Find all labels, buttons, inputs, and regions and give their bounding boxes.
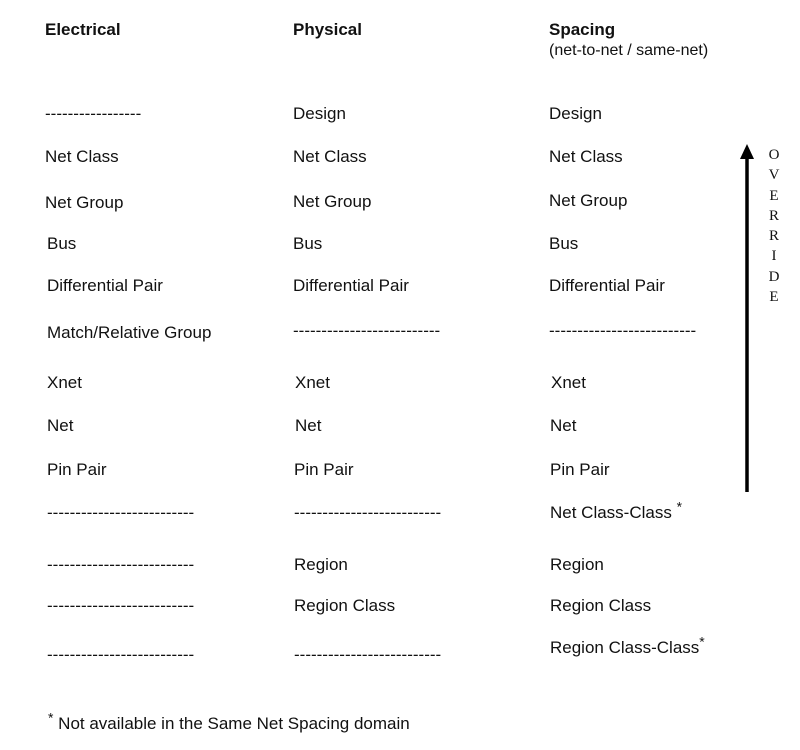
- row-2-spacing: Net Group: [549, 191, 628, 210]
- row-9-physical: --------------------------: [294, 503, 442, 522]
- row-9-spacing-label: Net Class-Class: [550, 503, 672, 522]
- row-12-electrical: --------------------------: [47, 645, 195, 664]
- row-12-physical: --------------------------: [294, 645, 442, 664]
- row-0-spacing: Design: [549, 104, 602, 123]
- row-5-spacing: --------------------------: [549, 321, 697, 340]
- row-3-spacing: Bus: [549, 234, 579, 253]
- row-1-spacing: Net Class: [549, 147, 623, 166]
- row-6-spacing: Xnet: [551, 373, 586, 392]
- row-4-spacing: Differential Pair: [549, 276, 665, 295]
- row-10-spacing: Region: [550, 555, 604, 574]
- header-spacing-subtitle: (net-to-net / same-net): [549, 42, 709, 59]
- override-letter: E: [769, 289, 779, 306]
- header-electrical: Electrical: [45, 20, 121, 39]
- row-4-physical: Differential Pair: [293, 276, 409, 295]
- row-5-physical: --------------------------: [293, 321, 441, 340]
- row-10-physical: Region: [294, 555, 348, 574]
- row-8-physical: Pin Pair: [294, 460, 354, 479]
- override-arrow-icon: [737, 144, 757, 496]
- row-11-electrical: --------------------------: [47, 596, 195, 615]
- header-physical: Physical: [293, 20, 362, 39]
- row-9-spacing-asterisk: *: [676, 498, 683, 515]
- row-12-spacing-asterisk: *: [699, 633, 705, 650]
- row-7-electrical: Net: [47, 416, 74, 435]
- override-letter: I: [771, 248, 777, 265]
- override-letter: R: [768, 207, 779, 224]
- footnote-text: Not available in the Same Net Spacing domain: [53, 714, 410, 733]
- row-6-physical: Xnet: [295, 373, 330, 392]
- row-11-physical: Region Class: [294, 596, 396, 615]
- row-8-electrical: Pin Pair: [47, 460, 107, 479]
- row-9-spacing: [550, 498, 683, 523]
- row-12-spacing-label: Region Class-Class: [550, 638, 700, 657]
- row-7-spacing: Net: [550, 416, 577, 435]
- row-8-spacing: Pin Pair: [550, 460, 610, 479]
- row-9-electrical: --------------------------: [47, 503, 195, 522]
- override-arrow-head: [740, 144, 754, 159]
- footnote: [48, 709, 410, 734]
- override-letter: V: [768, 167, 780, 184]
- override-letter: D: [768, 268, 780, 285]
- row-3-electrical: Bus: [47, 234, 77, 253]
- row-1-electrical: Net Class: [45, 147, 119, 166]
- row-2-electrical: Net Group: [45, 193, 124, 212]
- row-5-electrical: Match/Relative Group: [47, 323, 212, 342]
- row-12-spacing: [550, 633, 705, 658]
- row-3-physical: Bus: [293, 234, 323, 253]
- override-letter: O: [768, 147, 780, 163]
- row-11-spacing: Region Class: [550, 596, 652, 615]
- footnote-asterisk: *: [48, 709, 54, 726]
- row-2-physical: Net Group: [293, 192, 372, 211]
- row-6-electrical: Xnet: [47, 373, 82, 392]
- override-letter: R: [768, 228, 779, 245]
- row-0-electrical: -----------------: [45, 104, 142, 123]
- override-label: [768, 145, 780, 307]
- row-4-electrical: Differential Pair: [47, 276, 163, 295]
- row-0-physical: Design: [293, 104, 346, 123]
- override-letter: E: [769, 187, 779, 204]
- row-1-physical: Net Class: [293, 147, 367, 166]
- row-10-electrical: --------------------------: [47, 555, 195, 574]
- row-7-physical: Net: [295, 416, 322, 435]
- header-spacing: Spacing: [549, 20, 616, 39]
